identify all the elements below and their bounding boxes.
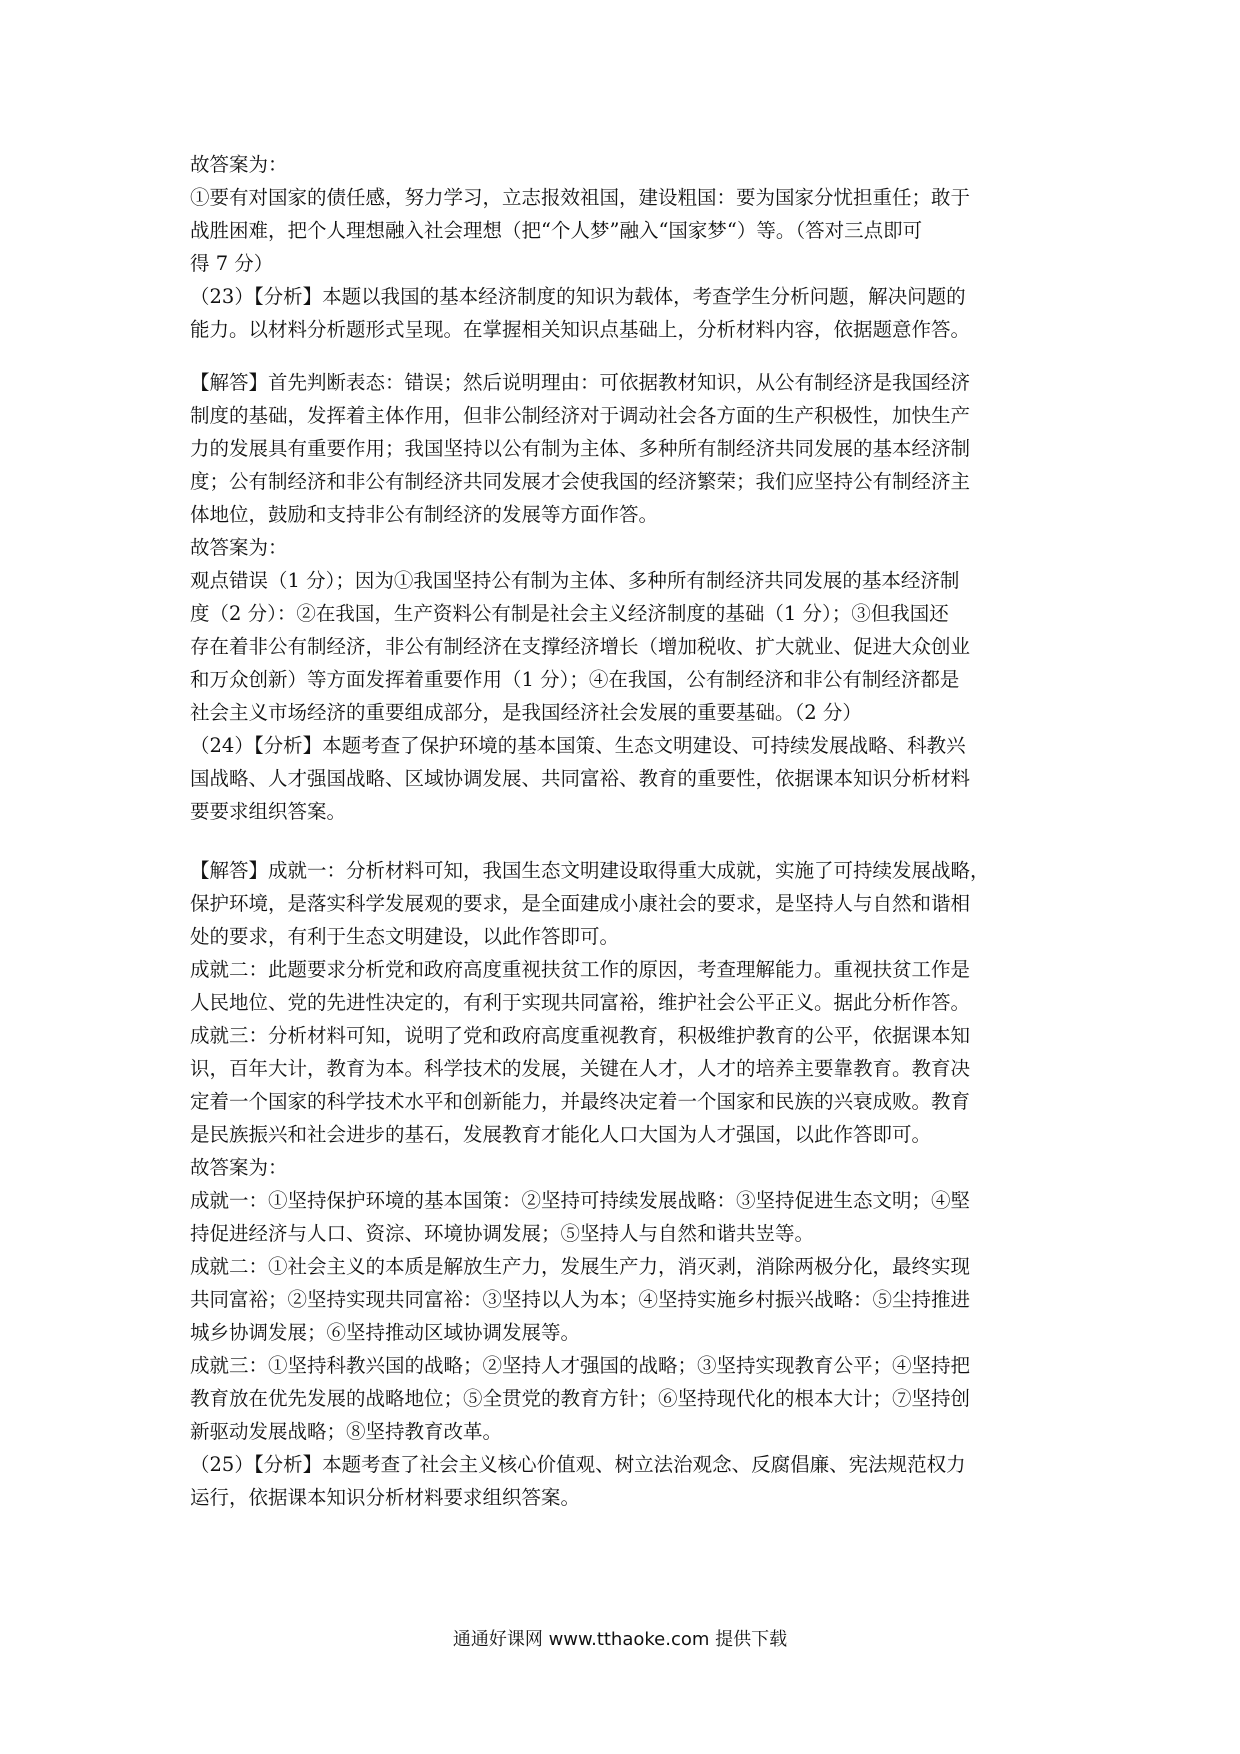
text-line: ①要有对国家的债任感，努力学习，立志报效祖国，建设粗国：要为国家分忧担重任；敢于 xyxy=(190,186,971,209)
text-line: 成就三：①坚持科教兴国的战略；②坚持人才强国的战略；③坚持实现教育公平；④坚持把 xyxy=(190,1354,971,1377)
text-line: 故答案为： xyxy=(190,1156,288,1179)
text-line: 度；公有制经济和非公有制经济共同发展才会使我国的经济繁荣；我们应坚持公有制经济主 xyxy=(190,470,971,493)
text-line: 要要求组织答案。 xyxy=(190,800,347,823)
answer-body xyxy=(190,148,1060,1514)
text-line: 故答案为： xyxy=(190,536,288,559)
text-line: 处的要求，有利于生态文明建设，以此作答即可。 xyxy=(190,925,620,948)
text-line: 存在着非公有制经济，非公有制经济在支撑经济增长（增加税收、扩大就业、促进大众创业 xyxy=(190,635,971,658)
text-line: 制度的基础，发挥着主体作用，但非公制经济对于调动社会各方面的生产积极性，加快生产 xyxy=(190,404,971,427)
text-line: 持促进经济与人口、资淙、环境协调发展；⑤坚持人与自然和谐共岦等。 xyxy=(190,1222,815,1245)
text-line: 共同富裕；②坚持实现共同富裕：③坚持以人为本；④坚持实施乡村振兴战略：⑤尘持推进 xyxy=(190,1288,971,1311)
text-line: 能力。以材料分析题形式呈现。在掌握相关知识点基础上，分析材料内容，依据题意作答。 xyxy=(190,318,971,341)
text-line: 社会主义市场经济的重要组成部分，是我国经济社会发展的重要基础。（2 分） xyxy=(190,701,862,724)
text-line: 【解答】成就一：分析材料可知，我国生态文明建设取得重大成就，实施了可持续发展战略， xyxy=(190,859,990,882)
text-line: 运行，依据课本知识分析材料要求组织答案。 xyxy=(190,1486,581,1509)
text-line: 成就二：①社会主义的本质是解放生产力，发展生产力，消灭剥，消除两极分化，最终实现 xyxy=(190,1255,971,1278)
text-line: 故答案为： xyxy=(190,153,288,176)
text-line: （23）【分析】本题以我国的基本经济制度的知识为载体，考查学生分析问题，解决问题的 xyxy=(190,285,966,308)
text-line: 【解答】首先判断表态：错误；然后说明理由：可依据教材知识，从公有制经济是我国经济 xyxy=(190,371,971,394)
text-line: 人民地位、党的先进性决定的，有利于实现共同富裕，维护社会公平正义。据此分析作答。 xyxy=(190,991,971,1014)
text-line: 教育放在优先发展的战略地位；⑤全贯党的教育方针；⑥坚持现代化的根本大计；⑦坚持创 xyxy=(190,1387,971,1410)
text-line: 定着一个国家的科学技术水平和创新能力，并最终决定着一个国家和民族的兴衰成败。教育 xyxy=(190,1090,971,1113)
text-line: 城乡协调发展；⑥坚持推动区域协调发展等。 xyxy=(190,1321,581,1344)
text-line: 体地位，鼓励和支持非公有制经济的发展等方面作答。 xyxy=(190,503,659,526)
text-line: 成就一：①坚持保护环境的基本国策：②坚持可持续发展战略：③坚持促进生态文明；④堅 xyxy=(190,1189,971,1212)
text-line: 战胜困难，把个人理想融入社会理想（把“个人梦”融入“国家梦“）等。（答对三点即可 xyxy=(190,219,923,242)
text-line: 成就二：此题要求分析党和政府高度重视扶贫工作的原因，考查理解能力。重视扶贫工作是 xyxy=(190,958,971,981)
text-line: 新驱动发展战略；⑧坚持教育改革。 xyxy=(190,1420,503,1443)
text-line: 国战略、人才强国战略、区域协调发展、共同富裕、教育的重要性，依据课本知识分析材料 xyxy=(190,767,971,790)
text-line: 得 7 分） xyxy=(190,252,274,275)
text-line: 保护环境，是落实科学发展观的要求，是全面建成小康社会的要求，是坚持人与自然和谐相 xyxy=(190,892,971,915)
text-line: 力的发展具有重要作用；我国坚持以公有制为主体、多种所有制经济共同发展的基本经济制 xyxy=(190,437,971,460)
page-footer: 通通好课网 www.tthaoke.com 提供下载 xyxy=(452,1629,788,1650)
text-line: 度（2 分）：②在我国，生产资料公有制是社会主义经济制度的基础（1 分）；③但我国还 xyxy=(190,602,949,625)
text-line: 是民族振兴和社会进步的基石，发展教育才能化人口大国为人才强国，以此作答即可。 xyxy=(190,1123,932,1146)
text-line: （24）【分析】本题考查了保护环境的基本国策、生态文明建设、可持续发展战略、科教兴 xyxy=(190,734,966,757)
text-line: 成就三：分析材料可知，说明了党和政府高度重视教育，积极维护教育的公平，依据课本知 xyxy=(190,1024,971,1047)
text-line: 识，百年大计，教育为本。科学技术的发展，关键在人才，人才的培养主要靠教育。教育决 xyxy=(190,1057,971,1080)
text-line: 观点错误（1 分）；因为①我国坚持公有制为主体、多种所有制经济共同发展的基本经济制 xyxy=(190,569,960,592)
text-line: （25）【分析】本题考查了社会主义核心价值观、树立法治观念、反腐倡廉、宪法规范权力 xyxy=(190,1453,966,1476)
text-line: 和万众创新）等方面发挥着重要作用（1 分）；④在我国，公有制经济和非公有制经济都是 xyxy=(190,668,960,691)
